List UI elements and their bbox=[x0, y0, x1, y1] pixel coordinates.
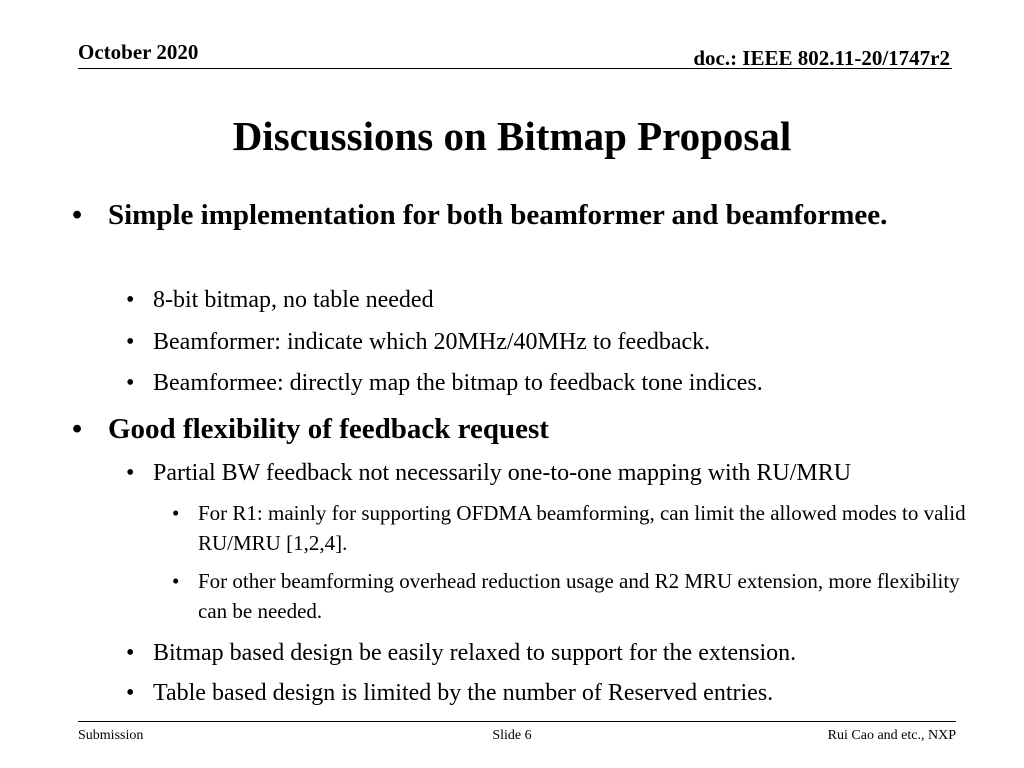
bullet-glyph: • bbox=[126, 680, 135, 706]
bullet-text: Good flexibility of feedback request bbox=[108, 413, 549, 445]
bullet-text: Table based design is limited by the number of Reserved entries. bbox=[153, 680, 774, 706]
footer-submission: Submission bbox=[78, 728, 144, 743]
bullet-glyph: • bbox=[126, 287, 135, 313]
bullet-text: Simple implementation for both beamformer and beamformee. bbox=[108, 199, 888, 231]
bullet-glyph: • bbox=[126, 370, 135, 396]
bullet-glyph: • bbox=[126, 640, 135, 666]
bullet-text: Partial BW feedback not necessarily one-to-one mapping with RU/MRU bbox=[153, 460, 852, 486]
bullet-glyph: • bbox=[126, 460, 135, 486]
footer-slide-number: Slide 6 bbox=[492, 728, 532, 743]
bullet-text: For R1: mainly for supporting OFDMA beamforming, can limit the allowed modes to valid RU/MRU [1,2,4]. bbox=[198, 501, 966, 555]
header-date: October 2020 bbox=[78, 40, 199, 64]
bullet-glyph: • bbox=[172, 569, 180, 593]
header-doc-id: doc.: IEEE 802.11-20/1747r2 bbox=[693, 46, 950, 70]
footer-divider bbox=[78, 721, 956, 722]
bullet-text: Beamformee: directly map the bitmap to feedback tone indices. bbox=[153, 370, 763, 396]
bullet-text: Beamformer: indicate which 20MHz/40MHz to feedback. bbox=[153, 329, 711, 355]
bullet-text: 8-bit bitmap, no table needed bbox=[153, 287, 434, 313]
bullet-glyph: • bbox=[172, 501, 180, 525]
footer-author: Rui Cao and etc., NXP bbox=[827, 728, 956, 743]
header-divider bbox=[78, 68, 952, 69]
bullet-glyph: • bbox=[126, 329, 135, 355]
slide-title: Discussions on Bitmap Proposal bbox=[232, 113, 792, 159]
bullet-text: For other beamforming overhead reduction usage and R2 MRU extension, more flexibility can be needed. bbox=[198, 569, 960, 623]
bullet-text: Bitmap based design be easily relaxed to support for the extension. bbox=[153, 640, 797, 666]
bullet-glyph: • bbox=[72, 413, 83, 445]
bullet-glyph: • bbox=[72, 199, 83, 231]
